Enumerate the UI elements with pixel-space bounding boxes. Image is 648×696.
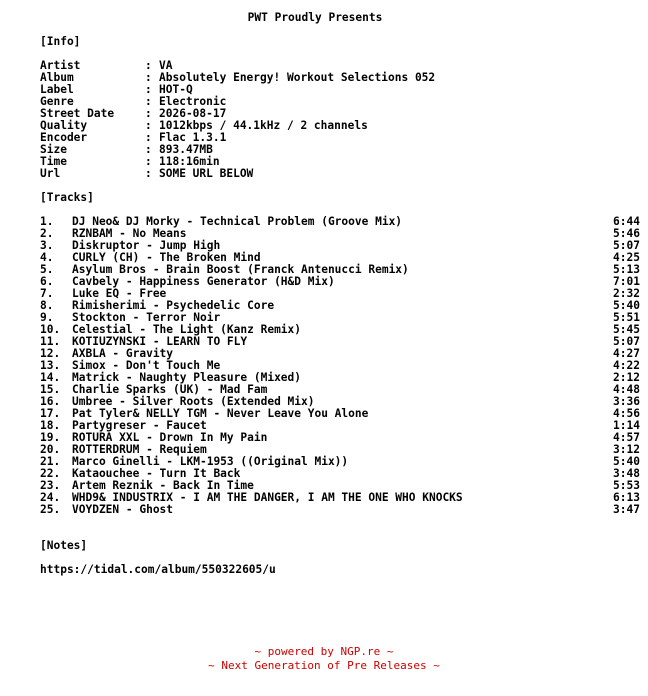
info-value: HOT-Q xyxy=(159,83,193,96)
info-row: Url : SOME URL BELOW xyxy=(40,167,254,180)
info-key: Label xyxy=(40,83,74,96)
track-title: Simox - Don't Touch Me xyxy=(72,359,221,372)
info-key: Album xyxy=(40,71,74,84)
track-number: 1. xyxy=(40,215,54,228)
info-value: Absolutely Energy! Workout Selections 052 xyxy=(159,71,436,84)
info-key: Encoder xyxy=(40,131,88,144)
info-value: 1012kbps / 44.1kHz / 2 channels xyxy=(159,119,368,132)
info-row: Size : 893.47MB xyxy=(40,143,213,156)
track-number: 4. xyxy=(40,251,54,264)
track-number: 9. xyxy=(40,311,54,324)
info-row: Genre : Electronic xyxy=(40,95,227,108)
footer-powered-by: ~ powered by NGP.re ~ xyxy=(254,645,394,658)
track-title: Charlie Sparks (UK) - Mad Fam xyxy=(72,383,268,396)
info-value: Electronic xyxy=(159,95,227,108)
track-duration: 5:53 xyxy=(613,479,640,492)
track-title: AXBLA - Gravity xyxy=(72,347,174,360)
track-number: 17. xyxy=(40,407,61,420)
track-duration: 2:12 xyxy=(613,371,640,384)
notes-heading: [Notes] xyxy=(40,539,88,552)
info-row: Street Date : 2026-08-17 xyxy=(40,107,227,120)
track-duration: 2:32 xyxy=(613,287,640,300)
info-key: Genre xyxy=(40,95,74,108)
track-title: Stockton - Terror Noir xyxy=(72,311,221,324)
info-value: Flac 1.3.1 xyxy=(159,131,227,144)
track-number: 8. xyxy=(40,299,54,312)
track-title: Kataouchee - Turn It Back xyxy=(72,467,241,480)
info-value: VA xyxy=(159,59,173,72)
info-value: 2026-08-17 xyxy=(159,107,227,120)
info-value: SOME URL BELOW xyxy=(159,167,254,180)
info-heading: [Info] xyxy=(40,35,81,48)
track-title: Artem Reznik - Back In Time xyxy=(72,479,254,492)
track-list xyxy=(40,216,640,516)
track-title: CURLY (CH) - The Broken Mind xyxy=(72,251,261,264)
track-row xyxy=(40,504,640,516)
track-title: Partygreser - Faucet xyxy=(72,419,207,432)
track-duration: 4:22 xyxy=(613,359,640,372)
track-number: 20. xyxy=(40,443,61,456)
track-number: 24. xyxy=(40,491,61,504)
track-title: Celestial - The Light (Kanz Remix) xyxy=(72,323,302,336)
track-title: RZNBAM - No Means xyxy=(72,227,187,240)
track-title: DJ Neo& DJ Morky - Technical Problem (Groove Mix) xyxy=(72,215,403,228)
track-number: 16. xyxy=(40,395,61,408)
release-header: PWT Proudly Presents xyxy=(247,11,383,24)
track-duration: 5:51 xyxy=(613,311,640,324)
track-duration: 5:40 xyxy=(613,299,640,312)
track-duration: 3:48 xyxy=(613,467,640,480)
footer-tagline: ~ Next Generation of Pre Releases ~ xyxy=(208,659,440,672)
track-title: Cavbely - Happiness Generator (H&D Mix) xyxy=(72,275,335,288)
info-key: Url xyxy=(40,167,61,180)
track-duration: 5:40 xyxy=(613,455,640,468)
notes-url: https://tidal.com/album/550322605/u xyxy=(40,563,276,576)
track-duration: 4:27 xyxy=(613,347,640,360)
info-key: Quality xyxy=(40,119,88,132)
track-number: 5. xyxy=(40,263,54,276)
track-duration: 5:45 xyxy=(613,323,640,336)
track-number: 19. xyxy=(40,431,61,444)
nfo-document xyxy=(40,12,640,576)
track-number: 6. xyxy=(40,275,54,288)
track-duration: 1:14 xyxy=(613,419,640,432)
info-row: Time : 118:16min xyxy=(40,155,220,168)
info-row: Quality : 1012kbps / 44.1kHz / 2 channels xyxy=(40,119,368,132)
track-title: Asylum Bros - Brain Boost (Franck Antenucci Remix) xyxy=(72,263,409,276)
track-duration: 4:57 xyxy=(613,431,640,444)
track-duration: 4:48 xyxy=(613,383,640,396)
info-row: Artist : VA xyxy=(40,59,173,72)
track-title: Pat Tyler& NELLY TGM - Never Leave You Alone xyxy=(72,407,369,420)
info-key: Artist xyxy=(40,59,81,72)
track-number: 21. xyxy=(40,455,61,468)
track-number: 2. xyxy=(40,227,54,240)
info-row: Encoder : Flac 1.3.1 xyxy=(40,131,227,144)
track-title: ROTTERDRUM - Requiem xyxy=(72,443,207,456)
info-value: 893.47MB xyxy=(159,143,213,156)
track-number: 25. xyxy=(40,503,61,516)
info-section xyxy=(40,60,640,180)
track-duration: 5:46 xyxy=(613,227,640,240)
track-title: Luke EQ - Free xyxy=(72,287,167,300)
info-row: Label : HOT-Q xyxy=(40,83,193,96)
track-number: 13. xyxy=(40,359,61,372)
track-duration: 4:56 xyxy=(613,407,640,420)
tracks-heading: [Tracks] xyxy=(40,191,94,204)
track-number: 3. xyxy=(40,239,54,252)
track-number: 14. xyxy=(40,371,61,384)
track-title: WHD9& INDUSTRIX - I AM THE DANGER, I AM THE ONE WHO KNOCKS xyxy=(72,491,463,504)
track-number: 12. xyxy=(40,347,61,360)
track-duration: 3:12 xyxy=(613,443,640,456)
track-number: 18. xyxy=(40,419,61,432)
track-number: 10. xyxy=(40,323,61,336)
track-number: 7. xyxy=(40,287,54,300)
info-key: Time xyxy=(40,155,67,168)
track-duration: 5:07 xyxy=(613,335,640,348)
info-key: Size xyxy=(40,143,67,156)
track-title: Diskruptor - Jump High xyxy=(72,239,221,252)
info-value: 118:16min xyxy=(159,155,220,168)
track-duration: 5:13 xyxy=(613,263,640,276)
track-title: Marco Ginelli - LKM-1953 ((Original Mix)) xyxy=(72,455,349,468)
track-duration: 6:44 xyxy=(613,215,640,228)
track-duration: 3:47 xyxy=(613,503,640,516)
info-row: Album : Absolutely Energy! Workout Selections 052 xyxy=(40,71,436,84)
track-number: 11. xyxy=(40,335,61,348)
track-title: KOTIUZYNSKI - LEARN TO FLY xyxy=(72,335,248,348)
track-number: 22. xyxy=(40,467,61,480)
track-duration: 6:13 xyxy=(613,491,640,504)
track-title: ROTURA XXL - Drown In My Pain xyxy=(72,431,268,444)
track-title: Matrick - Naughty Pleasure (Mixed) xyxy=(72,371,302,384)
track-number: 15. xyxy=(40,383,61,396)
track-duration: 4:25 xyxy=(613,251,640,264)
track-title: Rimisherimi - Psychedelic Core xyxy=(72,299,275,312)
track-duration: 5:07 xyxy=(613,239,640,252)
track-title: VOYDZEN - Ghost xyxy=(72,503,174,516)
track-title: Umbree - Silver Roots (Extended Mix) xyxy=(72,395,315,408)
track-duration: 7:01 xyxy=(613,275,640,288)
info-key: Street Date xyxy=(40,107,115,120)
track-number: 23. xyxy=(40,479,61,492)
track-duration: 3:36 xyxy=(613,395,640,408)
